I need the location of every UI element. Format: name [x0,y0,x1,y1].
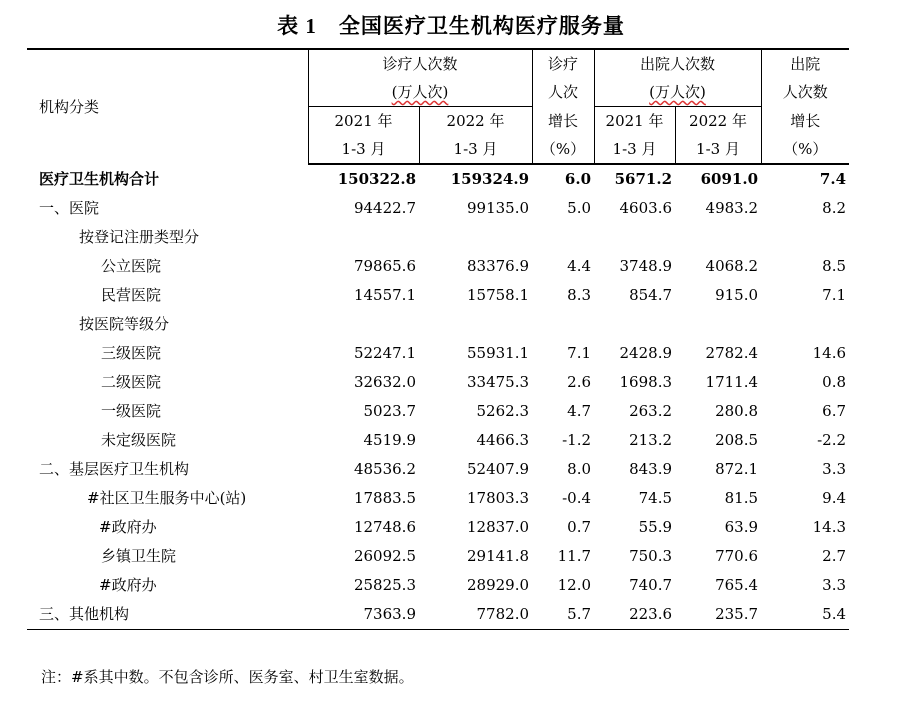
table-row [27,571,849,600]
cell-visits-2021: 94422.7 [353,199,416,217]
cell-visits-2021: 48536.2 [353,460,416,478]
header-discharge-growth-line4: （%） [761,135,849,164]
row-label: 民营医院 [101,286,162,304]
cell-discharge-growth: 7.4 [819,170,847,188]
cell-discharge-2021: 4603.6 [619,199,673,217]
cell-visits-2022: 29141.8 [466,547,530,565]
cell-discharge-2022: 4068.2 [705,257,759,275]
cell-discharge-2022: 1711.4 [705,373,759,391]
header-visits-growth-line4: （%） [532,135,594,164]
row-label: #政府办 [99,518,157,536]
table-row [27,281,849,310]
row-label: 一、医院 [39,199,100,217]
cell-visits-growth: 2.6 [567,373,592,391]
cell-visits-growth: 8.3 [567,286,592,304]
cell-discharge-2022: 280.8 [715,402,759,420]
cell-visits-2021: 14557.1 [353,286,416,304]
cell-visits-2021: 17883.5 [353,489,416,507]
cell-visits-2022: 52407.9 [466,460,530,478]
row-label: 按登记注册类型分 [79,228,200,246]
cell-discharge-2021: 750.3 [629,547,673,565]
cell-discharge-growth: 8.5 [822,257,847,275]
header-visits-2022-year: 2022 年 [419,107,532,136]
cell-discharge-2021: 5671.2 [614,170,673,188]
cell-visits-growth: 8.0 [567,460,592,478]
cell-discharge-growth: 7.1 [822,286,847,304]
cell-discharge-2022: 208.5 [715,431,759,449]
row-label: 一级医院 [101,402,162,420]
cell-visits-2022: 5262.3 [476,402,530,420]
cell-visits-2022 [419,223,532,252]
cell-visits-growth: 0.7 [567,518,592,536]
cell-discharge-growth: 2.7 [822,547,847,565]
cell-discharge-2022: 4983.2 [705,199,759,217]
header-visits-2022-period: 1-3 月 [419,135,532,164]
header-discharge-growth-line1: 出院 [761,49,849,78]
table-row [27,223,849,252]
cell-discharge-2021: 55.9 [638,518,673,536]
cell-discharge-growth: 5.4 [761,600,849,630]
cell-discharge-growth: 8.2 [822,199,847,217]
cell-visits-2022: 83376.9 [466,257,530,275]
cell-discharge-growth: -2.2 [817,431,847,449]
cell-visits-2022: 15758.1 [466,286,530,304]
header-discharge-2022-year: 2022 年 [675,107,761,136]
cell-discharge-2021: 740.7 [629,576,673,594]
cell-visits-growth [532,223,594,252]
header-discharge-2021-period: 1-3 月 [594,135,675,164]
row-label: #政府办 [99,576,157,594]
table-row [27,310,849,339]
header-visits-growth-line3: 增长 [532,107,594,136]
table-title-text: 全国医疗卫生机构医疗服务量 [338,13,625,38]
cell-visits-growth: -1.2 [562,431,592,449]
table-row [27,164,849,194]
cell-discharge-2021: 843.9 [629,460,673,478]
cell-discharge-2021 [594,223,675,252]
cell-discharge-2021: 2428.9 [619,344,673,362]
row-label: 公立医院 [101,257,162,275]
table-row [27,513,849,542]
cell-discharge-2022: 2782.4 [705,344,759,362]
cell-discharge-growth: 3.3 [822,460,847,478]
row-label: 三级医院 [101,344,162,362]
table-row [27,252,849,281]
header-visits-growth-line2: 人次 [532,78,594,107]
table-row [27,600,849,630]
table-row [27,455,849,484]
table-row [27,339,849,368]
cell-visits-growth: 4.7 [567,402,592,420]
cell-discharge-2022: 81.5 [724,489,759,507]
cell-visits-growth: 11.7 [557,547,592,565]
table-row [27,484,849,513]
header-discharge: 出院人次数 [594,49,761,78]
cell-visits-2021: 32632.0 [353,373,416,391]
table-row [27,368,849,397]
cell-visits-2022: 7782.0 [419,600,532,630]
cell-discharge-2022 [675,310,761,339]
cell-visits-2021: 79865.6 [353,257,416,275]
cell-visits-2021: 52247.1 [353,344,416,362]
cell-discharge-2022 [675,223,761,252]
cell-visits-growth: 6.0 [564,170,592,188]
header-discharge-unit: (万人次) [594,78,761,107]
cell-discharge-growth: 14.3 [812,518,847,536]
cell-visits-2021: 4519.9 [363,431,416,449]
cell-discharge-2021: 74.5 [638,489,673,507]
table-footnote: 注：#系其中数。不包含诊所、医务室、村卫生室数据。 [41,668,414,686]
row-label: #社区卫生服务中心(站) [87,489,247,507]
cell-discharge-2022: 63.9 [724,518,759,536]
header-visits-growth-line1: 诊疗 [532,49,594,78]
header-visits-2021-period: 1-3 月 [308,135,419,164]
cell-visits-growth: -0.4 [562,489,592,507]
cell-visits-2021: 12748.6 [353,518,416,536]
cell-discharge-growth: 6.7 [822,402,847,420]
header-visits: 诊疗人次数 [308,49,532,78]
medical-service-table [27,48,849,630]
cell-discharge-2021: 213.2 [629,431,673,449]
header-category: 机构分类 [27,49,308,164]
cell-visits-2022: 99135.0 [466,199,530,217]
header-discharge-2022-period: 1-3 月 [675,135,761,164]
cell-visits-growth: 7.1 [567,344,592,362]
cell-visits-2022 [419,310,532,339]
cell-visits-2022: 159324.9 [450,170,530,188]
cell-discharge-2022: 765.4 [715,576,759,594]
cell-visits-2021: 5023.7 [363,402,416,420]
cell-visits-2022: 4466.3 [476,431,530,449]
cell-visits-2022: 12837.0 [466,518,530,536]
header-discharge-growth-line2: 人次数 [761,78,849,107]
table-row [27,542,849,571]
cell-visits-growth: 12.0 [557,576,592,594]
row-label: 二级医院 [101,373,162,391]
cell-visits-2022: 17803.3 [466,489,530,507]
table-title [0,10,902,42]
cell-discharge-2021: 3748.9 [619,257,673,275]
row-label: 医疗卫生机构合计 [39,169,160,188]
header-visits-unit: (万人次) [308,78,532,107]
cell-visits-2021: 150322.8 [337,170,416,188]
cell-discharge-growth: 3.3 [822,576,847,594]
header-discharge-growth-line3: 增长 [761,107,849,136]
table-row [27,426,849,455]
row-label: 乡镇卫生院 [101,547,177,565]
cell-discharge-growth [761,223,849,252]
cell-visits-growth: 5.7 [532,600,594,630]
cell-visits-2022: 28929.0 [466,576,530,594]
cell-discharge-2022: 915.0 [715,286,759,304]
cell-discharge-growth: 0.8 [822,373,847,391]
cell-discharge-2021: 263.2 [629,402,673,420]
cell-discharge-2021 [594,310,675,339]
cell-discharge-2022: 770.6 [715,547,759,565]
cell-discharge-2022: 6091.0 [700,170,759,188]
cell-discharge-2021: 1698.3 [619,373,673,391]
table-row [27,194,849,223]
table-number: 表 1 [277,14,317,38]
cell-discharge-2021: 223.6 [594,600,675,630]
cell-visits-growth [532,310,594,339]
cell-visits-growth: 4.4 [567,257,592,275]
cell-visits-2021: 7363.9 [308,600,419,630]
cell-visits-2021: 25825.3 [353,576,416,594]
cell-discharge-growth: 14.6 [812,344,847,362]
row-label: 按医院等级分 [79,315,170,333]
cell-discharge-growth [761,310,849,339]
table-row [27,397,849,426]
cell-visits-2021: 26092.5 [353,547,416,565]
row-label: 未定级医院 [101,431,177,449]
cell-discharge-2022: 235.7 [675,600,761,630]
cell-visits-2022: 55931.1 [466,344,530,362]
cell-visits-growth: 5.0 [567,199,592,217]
header-discharge-2021-year: 2021 年 [594,107,675,136]
cell-visits-2021 [308,310,419,339]
header-visits-2021-year: 2021 年 [308,107,419,136]
row-label: 三、其他机构 [27,600,308,630]
cell-visits-2022: 33475.3 [466,373,530,391]
row-label: 二、基层医疗卫生机构 [39,460,190,478]
cell-discharge-2022: 872.1 [715,460,759,478]
cell-visits-2021 [308,223,419,252]
cell-discharge-growth: 9.4 [822,489,847,507]
cell-discharge-2021: 854.7 [629,286,673,304]
